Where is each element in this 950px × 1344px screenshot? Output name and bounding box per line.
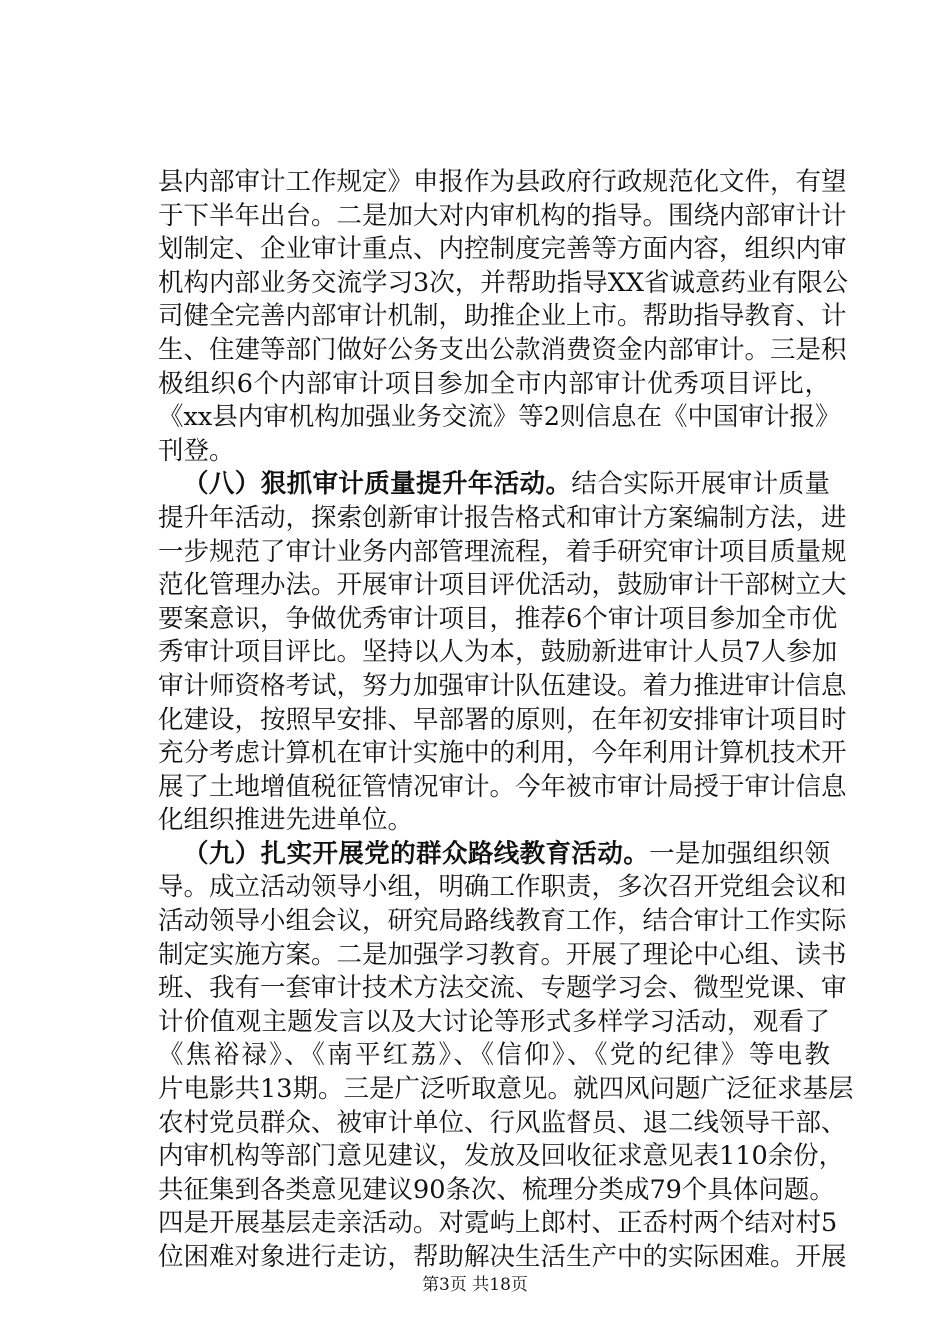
text-line: 充分考虑计算机在审计实施中的利用，今年利用计算机技术开 (158, 738, 847, 769)
text-line: 极组织6个内部审计项目参加全市内部审计优秀项目评比， (158, 368, 830, 399)
text-line: 班、我有一套审计技术方法交流、专题学习会、微型党课、审 (158, 973, 847, 1004)
text-line: 范化管理办法。开展审计项目评优活动，鼓励审计干部树立大 (158, 570, 847, 601)
text-line: 《焦裕禄》、《南平红荔》、《信仰》、《党的纪律》等电教 (158, 1040, 830, 1071)
text-line: 提升年活动，探索创新审计报告格式和审计方案编制方法，进 (158, 502, 847, 533)
text-line: 划制定、企业审计重点、内控制度完善等方面内容，组织内审 (158, 234, 847, 265)
text-line: 生、住建等部门做好公务支出公款消费资金内部审计。三是积 (158, 334, 847, 365)
text-line: 四是开展基层走亲活动。对霓屿上郎村、正岙村两个结对村5 (158, 1208, 838, 1239)
text-line: 化建设，按照早安排、早部署的原则，在年初安排审计项目时 (158, 704, 847, 735)
text-line: 共征集到各类意见建议90条次、梳理分类成79个具体问题。 (158, 1174, 835, 1205)
text-line: 刊登。 (158, 435, 235, 466)
text-line: 计价值观主题发言以及大讨论等形式多样学习活动，观看了 (158, 1006, 830, 1037)
section-9-first-line (158, 838, 830, 872)
text-line: 要案意识，争做优秀审计项目，推荐6个审计项目参加全市优 (158, 603, 838, 634)
text-line: 机构内部业务交流学习3次，并帮助指导XX省诚意药业有限公 (158, 267, 849, 298)
text-line: 县内部审计工作规定》申报作为县政府行政规范化文件，有望 (158, 167, 847, 197)
text-line: 化组织推进先进单位。 (158, 805, 414, 836)
body-text (158, 166, 854, 1275)
text-line: 审计师资格考试，努力加强审计队伍建设。着力推进审计信息 (158, 670, 847, 701)
section-9-heading: （九）扎实开展党的群众路线教育活动。 (183, 838, 650, 869)
text-line: 活动领导小组会议，研究局路线教育工作，结合审计工作实际 (158, 906, 847, 937)
text-line: 于下半年出台。二是加大对内审机构的指导。围绕内部审计计 (158, 200, 847, 231)
text-line: 秀审计项目评比。坚持以人为本，鼓励新进审计人员7人参加 (158, 637, 838, 668)
page-number-footer: 第3页 共18页 (422, 1275, 528, 1295)
text-line: 位困难对象进行走访，帮助解决生活生产中的实际困难。开展 (158, 1242, 847, 1272)
text-line: 导。成立活动领导小组，明确工作职责，多次召开党组会议和 (158, 872, 847, 903)
section-8-heading: （八）狠抓审计质量提升年活动。 (183, 469, 572, 500)
text-line: 展了土地增值税征管情况审计。今年被市审计局授于审计信息 (158, 771, 847, 802)
text-line: 司健全完善内部审计机制，助推企业上市。帮助指导教育、计 (158, 301, 847, 332)
text-line: 制定实施方案。二是加强学习教育。开展了理论中心组、读书 (158, 939, 847, 970)
text-line: 《xx县内审机构加强业务交流》等2则信息在《中国审计报》 (158, 402, 841, 433)
text-line: 一步规范了审计业务内部管理流程，着手研究审计项目质量规 (158, 536, 847, 567)
section-9-lead: 一是加强组织领 (649, 838, 830, 869)
section-8-first-line (158, 468, 830, 502)
text-line: 农村党员群众、被审计单位、行风监督员、退二线领导干部、 (158, 1107, 847, 1138)
section-8-lead: 结合实际开展审计质量 (571, 469, 830, 500)
text-line: 片电影共13期。三是广泛听取意见。就四风问题广泛征求基层 (158, 1074, 854, 1105)
text-line: 内审机构等部门意见建议，发放及回收征求意见表110余份， (158, 1141, 845, 1172)
